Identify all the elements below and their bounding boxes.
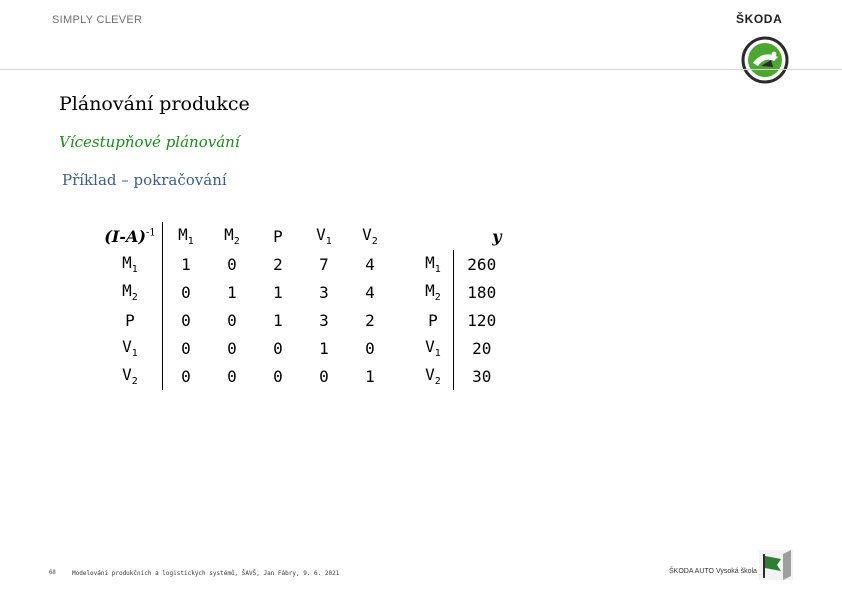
brand-wordmark: ŠKODA [736, 12, 783, 26]
matrix-cell: 1 [365, 366, 375, 386]
matrix-cell: 0 [227, 254, 237, 274]
matrix-cell: 3 [319, 282, 329, 302]
table-row [98, 334, 393, 362]
table-row [98, 250, 393, 278]
vector-row-header: $M_1$ [413, 250, 454, 278]
matrix-cell: 1 [273, 310, 283, 330]
output-vector-table [413, 222, 510, 390]
matrix-column-header: $V_1$ [316, 224, 332, 248]
inverse-matrix-table [98, 222, 393, 390]
matrix-corner-label: $(I-A)^{-1}$ [98, 222, 163, 250]
matrix-row-header: $V_2$ [98, 362, 163, 390]
matrix-cell: 0 [319, 366, 329, 386]
example-label: Příklad – pokračování [62, 171, 227, 189]
vector-y-header: y [492, 226, 502, 246]
table-row [98, 362, 393, 390]
vector-cell: 260 [467, 254, 497, 274]
matrix-cell: 2 [273, 254, 283, 274]
vector-cell: 20 [472, 338, 492, 358]
vector-cell: 30 [472, 366, 492, 386]
matrix-cell: 7 [319, 254, 329, 274]
matrix-cell: 1 [227, 282, 237, 302]
table-row [413, 306, 510, 334]
matrix-cell: 0 [273, 366, 283, 386]
footer-brand: ŠKODA AUTO Vysoká škola [669, 568, 757, 575]
vector-row-header: P [413, 306, 454, 334]
matrix-row-header: P [98, 306, 163, 334]
matrix-column-header: $M_2$ [224, 224, 240, 248]
matrix-cell: 2 [365, 310, 375, 330]
school-flag-icon [759, 550, 793, 580]
matrix-row-header: $M_2$ [98, 278, 163, 306]
matrix-column-header: P [273, 226, 283, 246]
table-row [98, 278, 393, 306]
matrix-cell: 4 [365, 282, 375, 302]
vector-row-header: $M_2$ [413, 278, 454, 306]
skoda-logo-icon [741, 36, 789, 84]
table-row [413, 278, 510, 306]
matrix-cell: 1 [273, 282, 283, 302]
slide-subtitle: Vícestupňové plánování [59, 133, 240, 151]
matrix-cell: 1 [319, 338, 329, 358]
matrix-cell: 0 [227, 310, 237, 330]
slide-title: Plánování produkce [59, 93, 250, 115]
table-row [413, 250, 510, 278]
matrix-row-header: $V_1$ [98, 334, 163, 362]
header-divider [0, 69, 842, 70]
vector-row-header: $V_1$ [413, 334, 454, 362]
matrix-cell: 0 [365, 338, 375, 358]
matrix-row-header: $M_1$ [98, 250, 163, 278]
table-row [413, 334, 510, 362]
matrix-column-header: $M_1$ [178, 224, 194, 248]
table-row [98, 306, 393, 334]
matrix-cell: 0 [181, 366, 191, 386]
footer-citation: Modelování produkčních a logistických systémů, ŠAVŠ, Jan Fábry, 9. 6. 2021 [72, 570, 340, 577]
matrix-cell: 3 [319, 310, 329, 330]
matrix-cell: 1 [181, 254, 191, 274]
matrix-column-header: $V_2$ [362, 224, 378, 248]
table-row [413, 362, 510, 390]
matrix-cell: 0 [227, 338, 237, 358]
matrix-cell: 0 [181, 282, 191, 302]
vector-row-header: $V_2$ [413, 362, 454, 390]
page-number: 68 [49, 570, 56, 576]
matrix-cell: 4 [365, 254, 375, 274]
brand-slogan: SIMPLY CLEVER [52, 14, 143, 26]
matrix-cell: 0 [181, 310, 191, 330]
matrix-cell: 0 [181, 338, 191, 358]
matrix-cell: 0 [273, 338, 283, 358]
vector-cell: 180 [467, 282, 497, 302]
matrix-cell: 0 [227, 366, 237, 386]
vector-cell: 120 [467, 310, 497, 330]
